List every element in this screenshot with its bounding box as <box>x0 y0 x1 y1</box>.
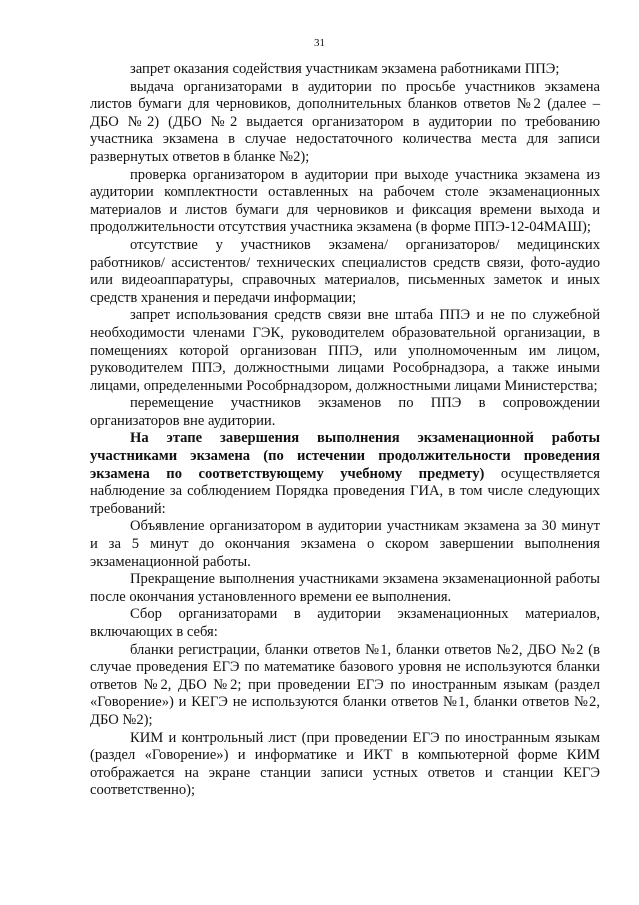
paragraph-time-announcement: Объявление организатором в аудитории участникам экзамена за 30 минут и за 5 минут до окончания экзамена о скором завершении выполнения экзаменационной работы. <box>90 518 600 570</box>
page-number: 31 <box>314 37 325 49</box>
completion-stage-heading: На этапе завершения выполнения экзаменационной работы участниками экзамена (по истечении продолжительности проведения экзамена по соответствующему учебному предмету) <box>90 430 600 482</box>
paragraph-communication-ban: запрет использования средств связи вне штаба ППЭ и не по служебной необходимости членами ГЭК, руководителем образовательной организации, в помещениях которой организован ППЭ, или уполномоченным им лицом, руководителем ППЭ, должностными лицами Рособрнадзора, а также иными лицами, определенными Рособрнадзором, должностными лицами Министерства; <box>90 307 600 394</box>
paragraph-exit-check: проверка организатором в аудитории при выходе участника экзамена из аудитории комплектности оставленных на рабочем столе экзаменационных материалов и листов бумаги для черновиков и фиксация времени выхода и продолжительности отсутствия участника экзамена (в форме ППЭ-12-04МАШ); <box>90 166 600 236</box>
document-body <box>90 61 600 800</box>
paragraph-work-stop: Прекращение выполнения участниками экзамена экзаменационной работы после окончания установленного времени ее выполнения. <box>90 571 600 605</box>
paragraph-materials-collection: Сбор организаторами в аудитории экзаменационных материалов, включающих в себя: <box>90 606 600 640</box>
paragraph-escort: перемещение участников экзаменов по ППЭ в сопровождении организаторов вне аудитории. <box>90 395 600 429</box>
paragraph-assistance-ban: запрет оказания содействия участникам экзамена работниками ППЭ; <box>130 61 560 77</box>
completion-stage-text: осуществляется наблюдение за соблюдением Порядка проведения ГИА, в том числе следующих требований: <box>90 465 600 517</box>
paragraph-answer-forms: бланки регистрации, бланки ответов №1, бланки ответов №2, ДБО №2 (в случае проведения ЕГЭ по математике базового уровня не используются бланки ответов №2, ДБО №2; при проведении ЕГЭ по иностранным языкам (раздел «Говорение») и КЕГЭ не используются бланки ответов №1, бланки ответов №2, ДБО №2); <box>90 641 600 728</box>
paragraph-completion-stage <box>90 430 600 518</box>
paragraph-devices-absence: отсутствие у участников экзамена/ организаторов/ медицинских работников/ ассистентов/ технических специалистов средств связи, фото-аудио или видеоаппаратуры, справочных материалов, письменных заметок и иных средств хранения и передачи информации; <box>90 236 600 306</box>
paragraph-draft-sheets: выдача организаторами в аудитории по просьбе участников экзамена листов бумаги для черновиков, дополнительных бланков ответов №2 (далее – ДБО №2) (ДБО №2 выдается организатором в аудитории по требованию участника экзамена в случае недостаточного количества места для записи развернутых ответов в бланке №2); <box>90 78 600 165</box>
paragraph-kim-control-sheet: КИМ и контрольный лист (при проведении ЕГЭ по иностранным языкам (раздел «Говорение») и информатике и ИКТ в компьютерной форме КИМ отображается на экране станции записи устных ответов и станции КЕГЭ соответственно); <box>90 729 600 799</box>
